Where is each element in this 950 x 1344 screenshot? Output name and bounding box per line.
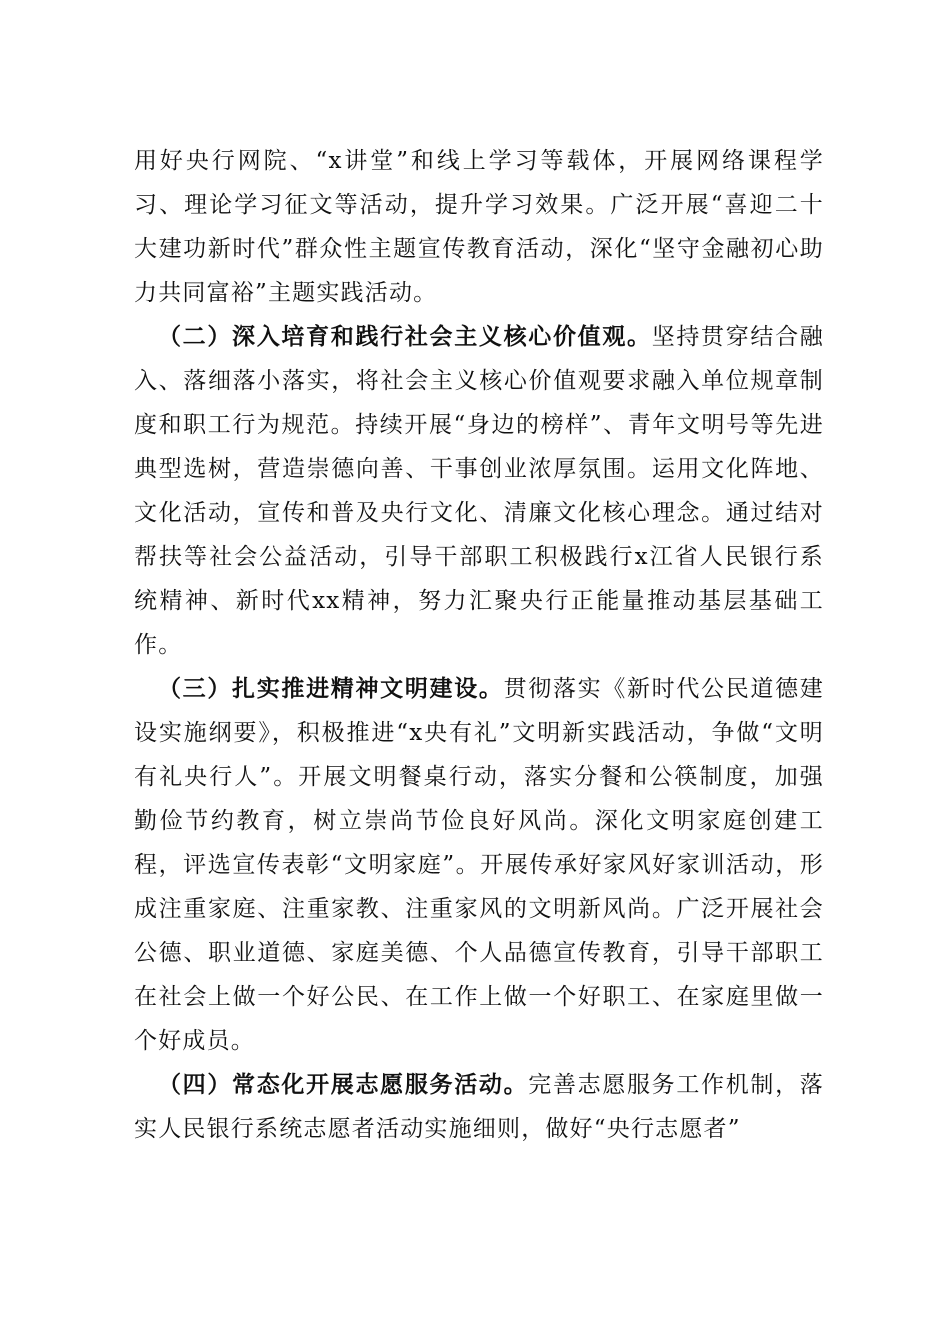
paragraph-text: 坚持贯穿结合融入、落细落小落实，将社会主义核心价值观要求融入单位规章制度和职工行为规范。持续开展“身边的榜样”、青年文明号等先进典型选树，营造崇德向善、干事创业浓厚氛围。运用文化阵地、文化活动，宣传和普及央行文化、清廉文化核心理念。通过结对帮扶等社会公益活动，引导干部职工积极践行x江省人民银行系统精神、新时代xx精神，努力汇聚央行正能量推动基层基础工作。 xyxy=(134,324,824,658)
paragraph-continuation xyxy=(134,139,824,315)
paragraph-section-3 xyxy=(134,667,824,1063)
section-heading-3: （三）扎实推进精神文明建设。 xyxy=(158,675,504,702)
paragraph-section-4 xyxy=(134,1063,824,1151)
paragraph-section-2 xyxy=(134,315,824,667)
document-body xyxy=(134,139,824,1151)
paragraph-text: 用好央行网院、“x讲堂”和线上学习等载体，开展网络课程学习、理论学习征文等活动，提升学习效果。广泛开展“喜迎二十大建功新时代”群众性主题宣传教育活动，深化“坚守金融初心助力共同富裕”主题实践活动。 xyxy=(134,148,824,306)
paragraph-text: 完善志愿服务工作机制，落实人民银行系统志愿者活动实施细则，做好“央行志愿者” xyxy=(134,1072,824,1142)
paragraph-text: 贯彻落实《新时代公民道德建设实施纲要》，积极推进“x央有礼”文明新实践活动，争做“文明有礼央行人”。开展文明餐桌行动，落实分餐和公筷制度，加强勤俭节约教育，树立崇尚节俭良好风尚。深化文明家庭创建工程，评选宣传表彰“文明家庭”。开展传承好家风好家训活动，形成注重家庭、注重家教、注重家风的文明新风尚。广泛开展社会公德、职业道德、家庭美德、个人品德宣传教育，引导干部职工在社会上做一个好公民、在工作上做一个好职工、在家庭里做一个好成员。 xyxy=(134,676,824,1054)
section-heading-4: （四）常态化开展志愿服务活动。 xyxy=(158,1071,529,1098)
section-heading-2: （二）深入培育和践行社会主义核心价值观。 xyxy=(158,323,652,350)
